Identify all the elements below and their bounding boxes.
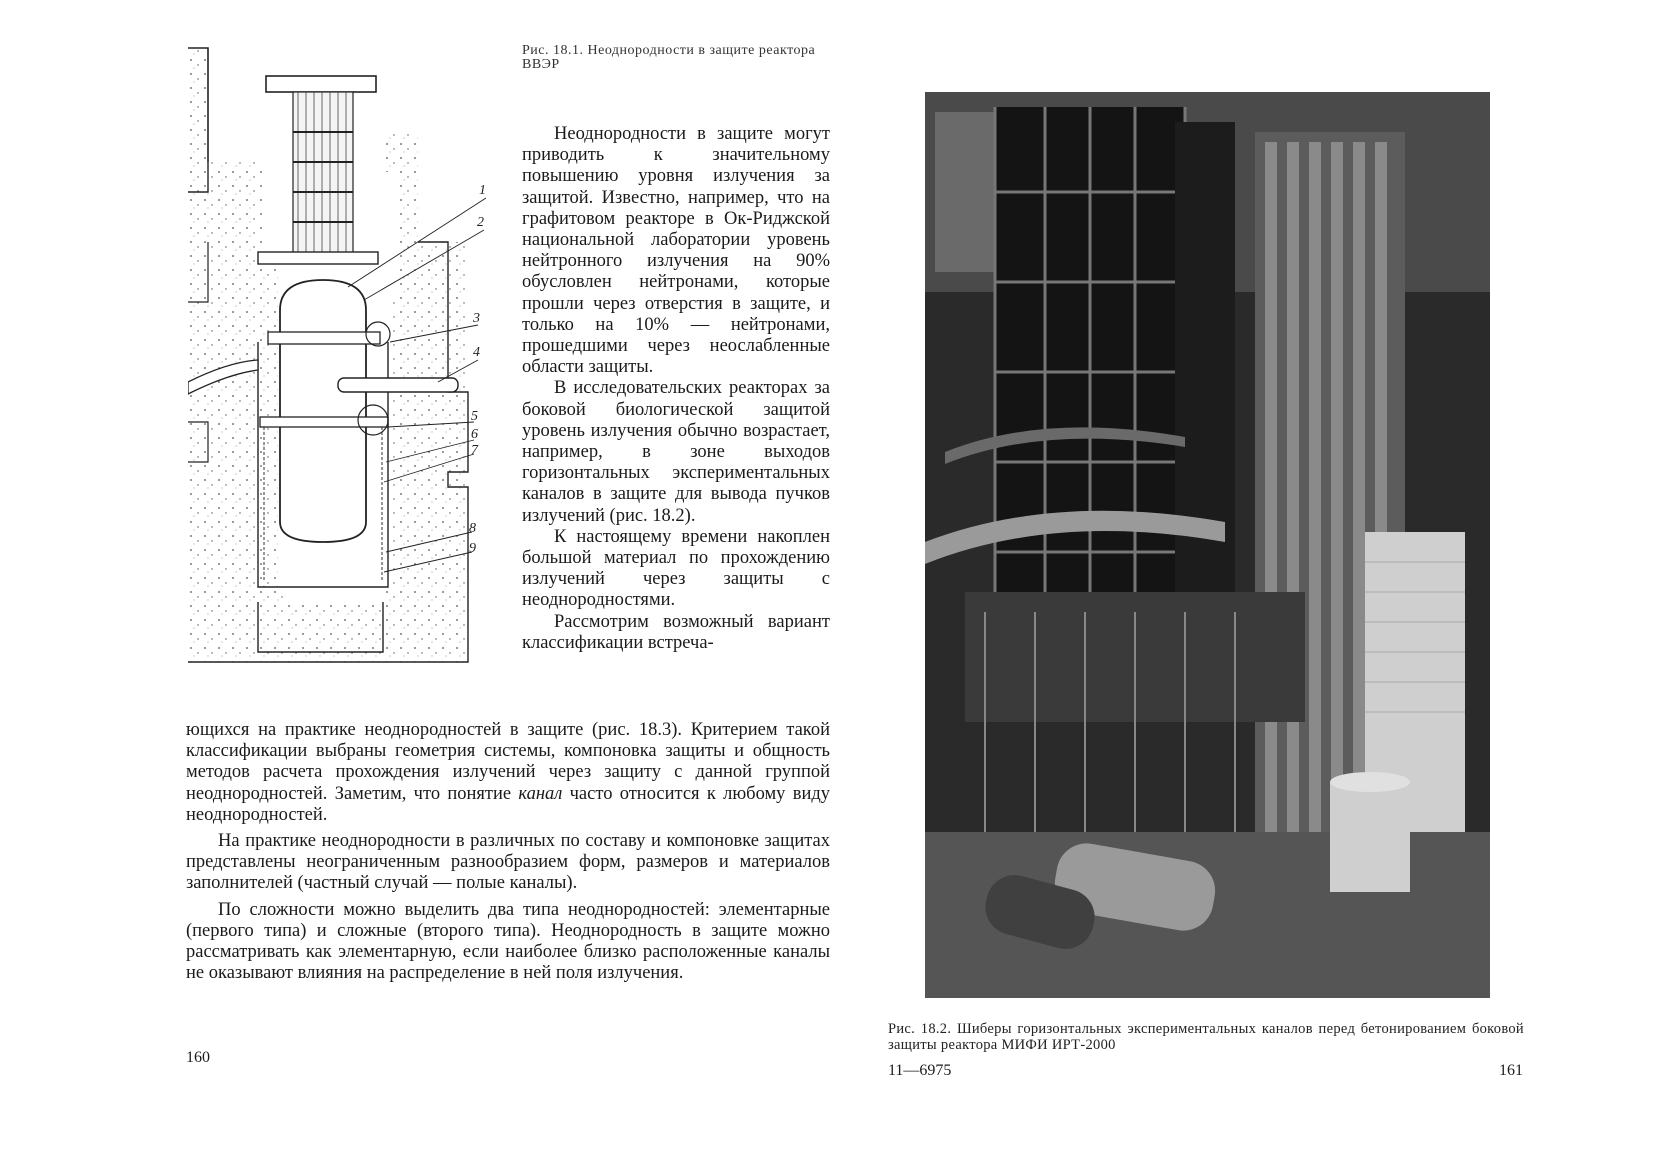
reactor-figure-18-1 <box>188 42 488 702</box>
paragraph: Рассмотрим возможный вариант классификации встреча- <box>522 611 830 653</box>
figure-label-3: 3 <box>473 311 480 326</box>
figure-label-4: 4 <box>473 345 480 360</box>
text-run: часто относится к любому виду неоднородностей. <box>186 783 831 825</box>
paragraph: На практике неоднородности в различных по составу и компоновке защитах представлены неограниченным разнообразием форм, размеров и материалов заполнителей (частный случай — полые каналы). <box>186 831 830 894</box>
paragraph-continued <box>186 720 830 826</box>
printer-signature: 11—6975 <box>888 1062 952 1079</box>
text-run: ющихся на практике неоднородностей в защите (рис. 18.3). Критерием такой классификации выбраны геометрия системы, компоновка защиты и общность методов расчета прохождения излучений через защиту с данной группой неоднородностей. Заметим, что понятие <box>186 720 830 804</box>
paragraph: В исследовательских реакторах за боковой биологической защитой уровень излучения обычно возрастает, например, в зоне выходов горизонтальных экспериментальных каналов в защите для вывода пучков излучений (рис. 18.2). <box>522 378 830 526</box>
emphasis-term: канал <box>518 783 563 804</box>
figure-label-8: 8 <box>469 521 476 536</box>
paragraph: Неоднородности в защите могут приводить к значительному повышению уровня излучения за защитой. Известно, например, что на графитовом реакторе в Ок-Риджской национальной лаборатории уровень нейтронного излучения на 90% обусловлен нейтронами, которые прошли через отверстия в защите, и только на 10% — нейтронами, прошедшими через неослабленные области защиты. <box>522 124 830 378</box>
narrow-column-text <box>522 124 830 654</box>
page-number: 161 <box>1499 1062 1523 1079</box>
figure-label-5: 5 <box>471 409 478 424</box>
figure-label-2: 2 <box>477 215 484 230</box>
paragraph: По сложности можно выделить два типа неоднородностей: элементарные (первого типа) и сложные (второго типа). Неоднородность в защите можно рассматривать как элементарную, если наиболее близко расположенные каналы не оказывают влияния на распределение в ней поля излучения. <box>186 899 830 984</box>
full-width-text <box>186 720 830 984</box>
paragraph: К настоящему времени накоплен большой материал по прохождению излучений через защиты с неоднородностями. <box>522 526 830 611</box>
figure-18-1-caption: Рис. 18.1. Неоднородности в защите реактора ВВЭР <box>522 43 816 72</box>
figure-label-1: 1 <box>479 183 486 198</box>
figure-label-7: 7 <box>471 443 478 458</box>
reactor-photo-18-2 <box>925 92 1490 998</box>
figure-18-2-caption: Рис. 18.2. Шиберы горизонтальных экспериментальных каналов перед бетонированием боковой защиты реактора МИФИ ИРТ-2000 <box>888 1021 1524 1053</box>
page-number: 160 <box>186 1049 210 1066</box>
figure-label-9: 9 <box>469 541 476 556</box>
figure-label-6: 6 <box>471 427 478 442</box>
